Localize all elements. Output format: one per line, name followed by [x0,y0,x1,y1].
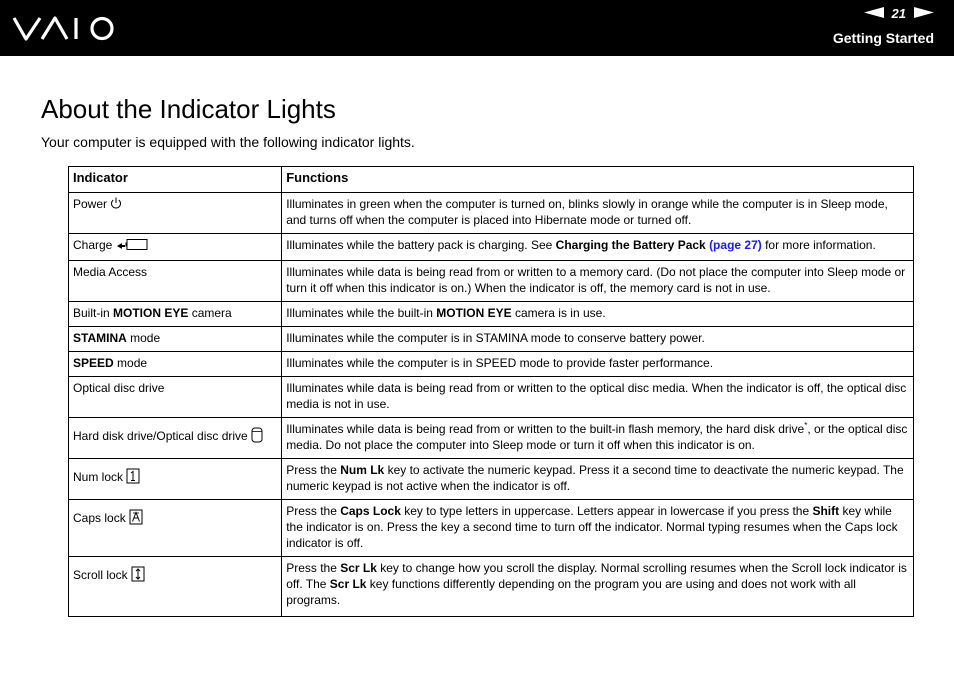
table-row [69,193,914,234]
indicator-cell [69,193,282,234]
indicator-table [68,166,914,617]
table-row [69,261,914,302]
table-row [69,557,914,617]
function-cell: Illuminates while the built-in MOTION EYE camera is in use. [282,302,914,327]
indicator-label: Num lock [73,470,124,485]
function-cell: Illuminates in green when the computer is turned on, blinks slowly in orange while the computer is in Sleep mode, and turns off when the computer is placed into Hibernate mode or turned off. [282,193,914,234]
function-cell: Press the Num Lk key to activate the numeric keypad. Press it a second time to deactivate the numeric keypad. The numeric keypad is not active when the indicator is off. [282,459,914,500]
function-cell: Press the Scr Lk key to change how you scroll the display. Normal scrolling resumes when the Scroll lock indicator is off. The Scr Lk key functions differently depending on the program you are using and does not work with all programs. [282,557,914,617]
indicator-label: Scroll lock [73,568,128,583]
table-header-row [69,167,914,193]
function-cell: Illuminates while data is being read from or written to the optical disc media. When the indicator is off, the optical disc media is not in use. [282,377,914,418]
table-row [69,352,914,377]
header-functions: Functions [282,167,914,193]
indicator-cell [69,459,282,500]
table-row [69,302,914,327]
indicator-cell [69,557,282,617]
indicator-cell: SPEED mode [69,352,282,377]
next-page-icon[interactable] [914,6,934,21]
charging-battery-pack-text: Charging the Battery Pack [555,238,706,252]
num-lock-icon [126,468,140,488]
indicator-cell [69,500,282,557]
header-indicator: Indicator [69,167,282,193]
table-row [69,234,914,261]
disk-drive-icon [251,427,263,447]
indicator-cell: Built-in MOTION EYE camera [69,302,282,327]
scroll-lock-icon [131,566,145,586]
function-cell: Illuminates while the computer is in STAMINA mode to conserve battery power. [282,327,914,352]
power-icon [110,197,122,213]
function-cell: Illuminates while the battery pack is charging. See Charging the Battery Pack (page 27) for more information. [282,234,914,261]
caps-lock-icon [129,509,143,529]
indicator-cell [69,234,282,261]
function-cell: Illuminates while data is being read from or written to a memory card. (Do not place the computer into Sleep mode or turn it off when this indicator is on.) When the indicator is off, the memory card is not in use. [282,261,914,302]
battery-charge-icon [115,237,149,255]
previous-page-icon[interactable] [864,6,884,21]
table-row [69,377,914,418]
indicator-cell: STAMINA mode [69,327,282,352]
function-cell: Press the Caps Lock key to type letters in uppercase. Letters appear in lowercase if you press the Shift key while the indicator is on. Press the key a second time to turn off the indicator. Normal typing resumes when the Caps lock indicator is off. [282,500,914,557]
indicator-label: Charge [73,238,113,253]
section-title: Getting Started [832,30,934,46]
indicator-cell [69,418,282,459]
indicator-cell: Media Access [69,261,282,302]
function-cell: Illuminates while data is being read from or written to the built-in flash memory, the hard disk drive*, or the optical disc media. Do not place the computer into Sleep mode or turn it off when this indicator is on. [282,418,914,459]
page-header [0,0,954,56]
page-27-link[interactable]: (page 27) [709,238,762,252]
page-number: 21 [891,6,906,21]
indicator-label: Power [73,197,108,211]
vaio-logo [12,12,120,49]
table-row [69,500,914,557]
table-row [69,459,914,500]
table-row [69,327,914,352]
page-title: About the Indicator Lights [41,94,336,124]
indicator-cell: Optical disc drive [69,377,282,418]
indicator-label: Hard disk drive/Optical disc drive [73,429,248,444]
function-cell: Illuminates while the computer is in SPEED mode to provide faster performance. [282,352,914,377]
intro-text: Your computer is equipped with the following indicator lights. [41,134,415,150]
indicator-label: Caps lock [73,511,126,526]
page-navigation [864,6,934,21]
table-row [69,418,914,459]
